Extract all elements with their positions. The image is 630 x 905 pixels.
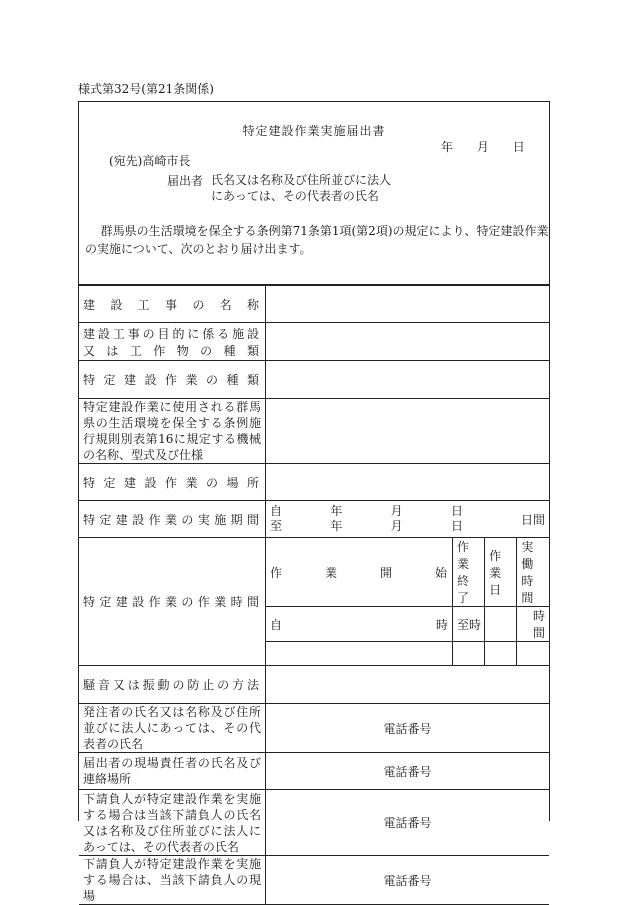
date-day: 日 bbox=[512, 140, 525, 154]
subcontractor-field[interactable] bbox=[266, 790, 550, 856]
location-label: 特定建設作業の場所 bbox=[79, 464, 266, 501]
period-to-day: 日 bbox=[450, 519, 463, 533]
hours-header-day: 作業日 bbox=[485, 538, 517, 607]
orderer-field[interactable] bbox=[266, 704, 550, 753]
purpose-label-line1: 建設工事の目的に係る施設 bbox=[83, 326, 261, 341]
hours-start-cell[interactable] bbox=[266, 607, 453, 642]
orderer-phone-label: 電話番号 bbox=[383, 721, 432, 736]
hours-end-cell[interactable] bbox=[453, 607, 485, 642]
notifier-name-line1: 氏名又は名称及び住所並びに法人 bbox=[211, 173, 392, 187]
machine-label: 特定建設作業に使用される群馬県の生活環境を保全する条例施行規則別表第16に規定する機械の名称、型式及び仕様 bbox=[79, 399, 266, 464]
hours-start-unit: 時 bbox=[435, 617, 448, 632]
addressee: (宛先)高崎市長 bbox=[109, 154, 191, 168]
work-type-label: 特定建設作業の種類 bbox=[79, 361, 266, 399]
period-field[interactable] bbox=[266, 501, 550, 538]
hours-header-end: 作業終了 bbox=[453, 538, 485, 607]
hours-table bbox=[266, 538, 549, 665]
purpose-field[interactable] bbox=[266, 323, 550, 361]
period-from-marker: 自 bbox=[270, 504, 283, 518]
sub-site-phone-label: 電話番号 bbox=[383, 873, 432, 888]
sub-site-label: 下請負人が特定建設作業を実施する場合は、当該下請負人の現場 bbox=[79, 856, 266, 905]
form-title: 特定建設作業実施届出書 bbox=[242, 124, 386, 138]
notifier-name-line2: にあっては、その代表者の氏名 bbox=[211, 189, 379, 203]
date-year: 年 bbox=[441, 140, 454, 154]
hours-extra-cell[interactable] bbox=[453, 642, 485, 666]
form-header bbox=[79, 102, 549, 285]
period-from-year: 年 bbox=[330, 504, 343, 518]
period-from-day: 日 bbox=[450, 504, 463, 518]
period-from-month: 月 bbox=[390, 504, 403, 518]
date-month: 月 bbox=[476, 140, 489, 154]
hours-label: 特定建設作業の作業時間 bbox=[79, 538, 266, 666]
period-label: 特定建設作業の実施期間 bbox=[79, 501, 266, 538]
hours-day-cell[interactable] bbox=[485, 607, 517, 642]
period-days: 日間 bbox=[520, 512, 545, 527]
hours-header-start: 作業開始 bbox=[266, 538, 453, 607]
subcontractor-phone-label: 電話番号 bbox=[383, 816, 432, 830]
site-manager-phone-label: 電話番号 bbox=[383, 764, 432, 779]
notifier bbox=[167, 172, 391, 204]
work-type-field[interactable] bbox=[266, 361, 550, 399]
hours-extra-cell[interactable] bbox=[517, 642, 549, 666]
period-to-month: 月 bbox=[390, 519, 403, 533]
prevention-field[interactable] bbox=[266, 666, 550, 704]
hours-field bbox=[266, 538, 550, 666]
purpose-label-line2: 又は工作物の種類 bbox=[83, 343, 261, 358]
machine-field[interactable] bbox=[266, 399, 550, 464]
hours-actual-cell[interactable] bbox=[517, 607, 549, 642]
hours-start-marker: 自 bbox=[270, 617, 283, 632]
form-frame bbox=[78, 101, 550, 903]
hours-header-actual: 実働時間 bbox=[517, 538, 549, 607]
prevention-label: 騒音又は振動の防止の方法 bbox=[79, 666, 266, 704]
sub-site-field[interactable] bbox=[266, 856, 550, 905]
construction-name-field[interactable] bbox=[266, 286, 550, 323]
site-manager-label: 届出者の現場責任者の氏名及び連絡場所 bbox=[79, 753, 266, 790]
hours-end-marker: 至 bbox=[457, 617, 470, 632]
form-number: 様式第32号(第21条関係) bbox=[78, 82, 214, 96]
hours-actual-unit: 時間 bbox=[532, 609, 545, 640]
body-text: 群馬県の生活環境を保全する条例第71条第1項(第2項)の規定により、特定建設作業の実施について、次のとおり届け出ます。 bbox=[85, 224, 549, 256]
orderer-label: 発注者の氏名又は名称及び住所並びに法人にあっては、その代表者の氏名 bbox=[79, 704, 266, 753]
site-manager-field[interactable] bbox=[266, 753, 550, 790]
subcontractor-label: 下請負人が特定建設作業を実施する場合は当該下請負人の氏名又は名称及び住所並びに法人にあっては、その代表者の氏名 bbox=[79, 790, 266, 856]
date-line bbox=[441, 138, 545, 155]
hours-end-unit: 時 bbox=[469, 617, 482, 632]
period-to-marker: 至 bbox=[270, 519, 283, 533]
location-field[interactable] bbox=[266, 464, 550, 501]
notifier-label: 届出者 bbox=[167, 174, 204, 188]
period-to-year: 年 bbox=[330, 519, 343, 533]
hours-extra-cell[interactable] bbox=[485, 642, 517, 666]
construction-name-label: 建設工事の名称 bbox=[79, 286, 266, 323]
form-table bbox=[79, 285, 549, 905]
hours-extra-cell[interactable] bbox=[266, 642, 453, 666]
